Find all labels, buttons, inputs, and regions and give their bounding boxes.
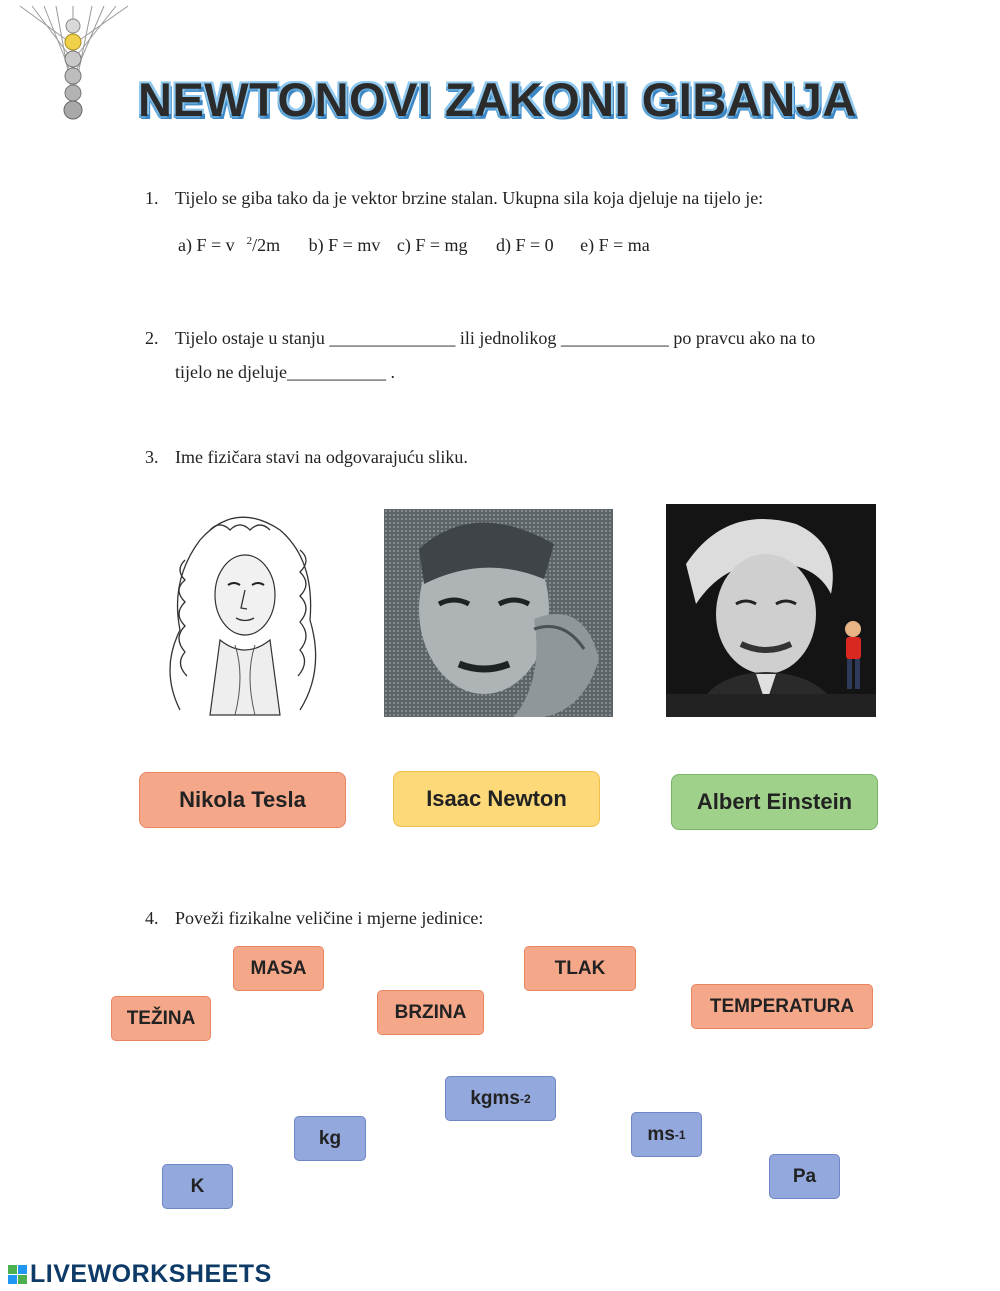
option-a-text: a) F = v — [178, 235, 235, 255]
name-box-einstein[interactable]: Albert Einstein — [671, 774, 878, 830]
unit-tag-kgms2[interactable] — [445, 1076, 556, 1121]
option-a-sup: 2 — [246, 235, 253, 247]
quantity-tag-masa[interactable]: MASA — [233, 946, 324, 991]
question-4 — [145, 908, 483, 929]
question-text-line1: Tijelo ostaje u stanju ______________ ili jednolikog ____________ po pravcu ako na to — [175, 328, 816, 348]
question-2-line2: tijelo ne djeluje___________ . — [175, 362, 395, 382]
question-number: 4. — [145, 908, 159, 928]
question-number: 2. — [145, 328, 159, 348]
option-a-suffix: /2m — [252, 235, 281, 255]
unit-tag-kg[interactable]: kg — [294, 1116, 366, 1161]
portrait-tesla — [384, 509, 613, 717]
page-title: NEWTONOVI ZAKONI GIBANJA — [138, 73, 857, 126]
unit-text: ms — [647, 1123, 675, 1145]
newtons-cradle-logo — [18, 4, 138, 128]
question-3 — [145, 447, 468, 468]
question-text: Ime fizičara stavi na odgovarajuću sliku. — [175, 447, 468, 467]
unit-tag-ms1[interactable] — [631, 1112, 702, 1157]
option-a[interactable] — [178, 235, 292, 255]
name-box-newton[interactable]: Isaac Newton — [393, 771, 600, 827]
question-1-options — [178, 235, 662, 256]
portrait-newton — [140, 500, 345, 718]
unit-superscript: -2 — [519, 1091, 531, 1106]
question-number: 1. — [145, 188, 159, 208]
portrait-einstein — [666, 504, 876, 717]
question-2 — [145, 328, 815, 349]
question-text: Poveži fizikalne veličine i mjerne jedinice: — [175, 908, 484, 928]
quantity-tag-brzina[interactable]: BRZINA — [377, 990, 484, 1035]
quantity-tag-temperatura[interactable]: TEMPERATURA — [691, 984, 873, 1029]
unit-tag-k[interactable]: K — [162, 1164, 233, 1209]
unit-text: kgms — [470, 1087, 520, 1109]
quantity-tag-tezina[interactable]: TEŽINA — [111, 996, 211, 1041]
name-box-tesla[interactable]: Nikola Tesla — [139, 772, 346, 828]
liveworksheets-icon — [8, 1265, 27, 1284]
option-c[interactable]: c) F = mg — [396, 235, 468, 255]
unit-tag-pa[interactable]: Pa — [769, 1154, 840, 1199]
question-1 — [145, 188, 763, 209]
quantity-tag-tlak[interactable]: TLAK — [524, 946, 636, 991]
question-text: Tijelo se giba tako da je vektor brzine stalan. Ukupna sila koja djeluje na tijelo je: — [175, 188, 764, 208]
option-b[interactable]: b) F = mv — [308, 235, 381, 255]
option-d[interactable]: d) F = 0 — [496, 235, 554, 255]
question-number: 3. — [145, 447, 159, 467]
footer-logo — [8, 1260, 272, 1289]
footer-brand: LIVEWORKSHEETS — [30, 1260, 272, 1288]
option-e[interactable]: e) F = ma — [580, 235, 650, 255]
unit-superscript: -1 — [674, 1127, 686, 1142]
